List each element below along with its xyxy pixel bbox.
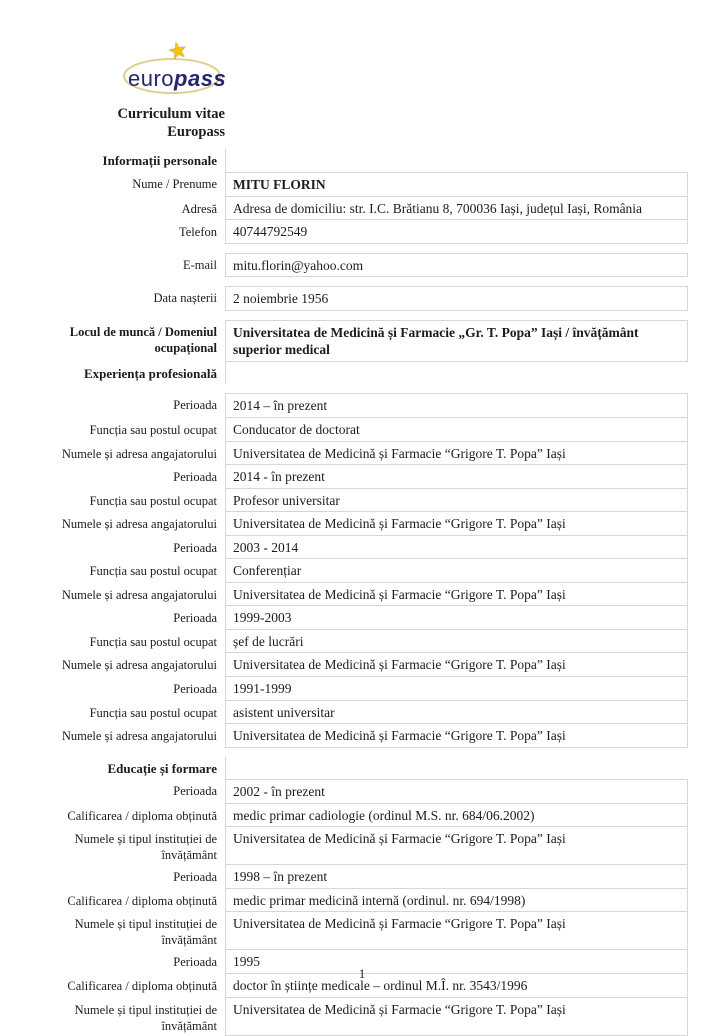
field-row xyxy=(40,653,688,677)
field-row xyxy=(40,512,688,536)
field-row xyxy=(40,442,688,466)
field-row xyxy=(40,889,688,913)
field-label: Perioada xyxy=(173,682,217,697)
cv-table xyxy=(40,149,688,1035)
field-row xyxy=(40,606,688,630)
field-value: Universitatea de Medicină și Farmacie “Grigore T. Popa” Iași xyxy=(225,998,688,1036)
field-value: Universitatea de Medicină și Farmacie “Grigore T. Popa” Iași xyxy=(225,653,688,677)
field-value: Universitatea de Medicină și Farmacie “Grigore T. Popa” Iași xyxy=(225,512,688,536)
field-value: Universitatea de Medicină și Farmacie „Gr. T. Popa” Iași / învățământ superior medical xyxy=(225,320,688,362)
field-value: asistent universitar xyxy=(225,701,688,725)
field-value: Profesor universitar xyxy=(225,489,688,513)
document-title-line2: Europass xyxy=(167,123,225,140)
field-value: Universitatea de Medicină și Farmacie “Grigore T. Popa” Iași xyxy=(225,583,688,607)
field-value xyxy=(225,757,688,780)
field-value: șef de lucrări xyxy=(225,630,688,654)
field-row xyxy=(40,701,688,725)
field-row xyxy=(40,286,688,311)
field-label: Numele și adresa angajatorului xyxy=(61,729,217,744)
document-title xyxy=(40,106,225,141)
field-value: Conducator de doctorat xyxy=(225,418,688,442)
field-row xyxy=(40,998,688,1036)
field-value: Conferențiar xyxy=(225,559,688,583)
field-label: Numele și tipul instituției de învățământ xyxy=(74,1002,217,1033)
field-value: mitu.florin@yahoo.com xyxy=(225,253,688,278)
field-value: Universitatea de Medicină și Farmacie “Grigore T. Popa” Iași xyxy=(225,724,688,748)
section-heading: Experiența profesională xyxy=(83,365,217,381)
field-value xyxy=(225,362,688,385)
field-label: Telefon xyxy=(179,225,217,240)
field-value xyxy=(225,149,688,172)
section-heading: Educație și formare xyxy=(107,760,217,776)
field-value: Adresa de domiciliu: str. I.C. Brătianu 8, 700036 Iași, județul Iași, România xyxy=(225,197,688,221)
field-row xyxy=(40,779,688,804)
section-heading: Informații personale xyxy=(102,153,217,169)
field-row xyxy=(40,393,688,418)
field-value: 1998 – în prezent xyxy=(225,865,688,889)
field-row xyxy=(40,583,688,607)
field-label: Perioada xyxy=(173,470,217,485)
field-row xyxy=(40,253,688,278)
field-value: 1991-1999 xyxy=(225,677,688,701)
field-label: Numele și adresa angajatorului xyxy=(61,517,217,532)
field-row xyxy=(40,220,688,244)
field-value: 1995 xyxy=(225,950,688,974)
field-value: 2 noiembrie 1956 xyxy=(225,286,688,311)
field-value: 2014 - în prezent xyxy=(225,465,688,489)
field-label: Perioada xyxy=(173,540,217,555)
field-row xyxy=(40,677,688,701)
field-label: Funcția sau postul ocupat xyxy=(89,564,217,579)
field-label: Adresă xyxy=(181,201,217,216)
section-row xyxy=(40,149,688,172)
field-row xyxy=(40,559,688,583)
field-label: Funcția sau postul ocupat xyxy=(89,493,217,508)
field-value: Universitatea de Medicină și Farmacie “Grigore T. Popa” Iași xyxy=(225,442,688,466)
field-value: 1999-2003 xyxy=(225,606,688,630)
field-row xyxy=(40,865,688,889)
field-label: Data nașterii xyxy=(153,291,217,306)
field-label: E-mail xyxy=(182,257,217,272)
field-label: Numele și tipul instituției de învățământ xyxy=(74,832,217,863)
field-row xyxy=(40,197,688,221)
field-value: 2014 – în prezent xyxy=(225,393,688,418)
field-row xyxy=(40,912,688,950)
logo-pass-text: pass xyxy=(174,66,227,91)
field-label: Numele și adresa angajatorului xyxy=(61,446,217,461)
europass-logo-text xyxy=(128,66,226,92)
field-label: Perioada xyxy=(173,398,217,413)
field-row xyxy=(40,724,688,748)
field-row xyxy=(40,320,688,362)
field-label: Locul de muncă / Domeniul ocupațional xyxy=(69,324,217,355)
page-number: 1 xyxy=(358,967,366,981)
field-row xyxy=(40,536,688,560)
field-label: Numele și tipul instituției de învățământ xyxy=(74,917,217,948)
field-label: Nume / Prenume xyxy=(132,177,217,191)
field-label: Funcția sau postul ocupat xyxy=(89,634,217,649)
field-value: medic primar medicină internă (ordinul. nr. 694/1998) xyxy=(225,889,688,913)
field-label: Numele și adresa angajatorului xyxy=(61,587,217,602)
field-row xyxy=(40,418,688,442)
field-value: medic primar cadiologie (ordinul M.S. nr. 684/06.2002) xyxy=(225,804,688,828)
field-label: Funcția sau postul ocupat xyxy=(89,705,217,720)
field-row xyxy=(40,489,688,513)
field-value: doctor în științe medicale – ordinul M.Î. nr. 3543/1996 xyxy=(225,974,688,998)
field-row xyxy=(40,172,688,197)
field-label: Perioada xyxy=(173,611,217,626)
field-label: Funcția sau postul ocupat xyxy=(89,423,217,437)
field-label: Perioada xyxy=(173,870,217,885)
field-row xyxy=(40,630,688,654)
field-label: Calificarea / diploma obținută xyxy=(67,808,217,823)
field-label: Numele și adresa angajatorului xyxy=(61,658,217,673)
field-value: Universitatea de Medicină și Farmacie “Grigore T. Popa” Iași xyxy=(225,827,688,865)
field-label: Perioada xyxy=(173,955,217,970)
europass-logo xyxy=(116,36,244,100)
logo-euro-text: euro xyxy=(128,66,175,91)
field-value: 2003 - 2014 xyxy=(225,536,688,560)
field-row xyxy=(40,827,688,865)
section-row xyxy=(40,362,688,385)
europass-star-icon: ★ xyxy=(165,36,191,65)
field-row xyxy=(40,804,688,828)
field-value: 40744792549 xyxy=(225,220,688,244)
field-value: 2002 - în prezent xyxy=(225,779,688,804)
field-label: Calificarea / diploma obținută xyxy=(67,979,217,994)
section-row xyxy=(40,757,688,780)
field-row xyxy=(40,465,688,489)
field-value: Universitatea de Medicină și Farmacie “Grigore T. Popa” Iași xyxy=(225,912,688,950)
field-value: MITU FLORIN xyxy=(225,172,688,197)
document-title-line1: Curriculum vitae xyxy=(117,106,225,122)
field-label: Calificarea / diploma obținută xyxy=(67,893,217,908)
field-label: Perioada xyxy=(173,784,217,799)
